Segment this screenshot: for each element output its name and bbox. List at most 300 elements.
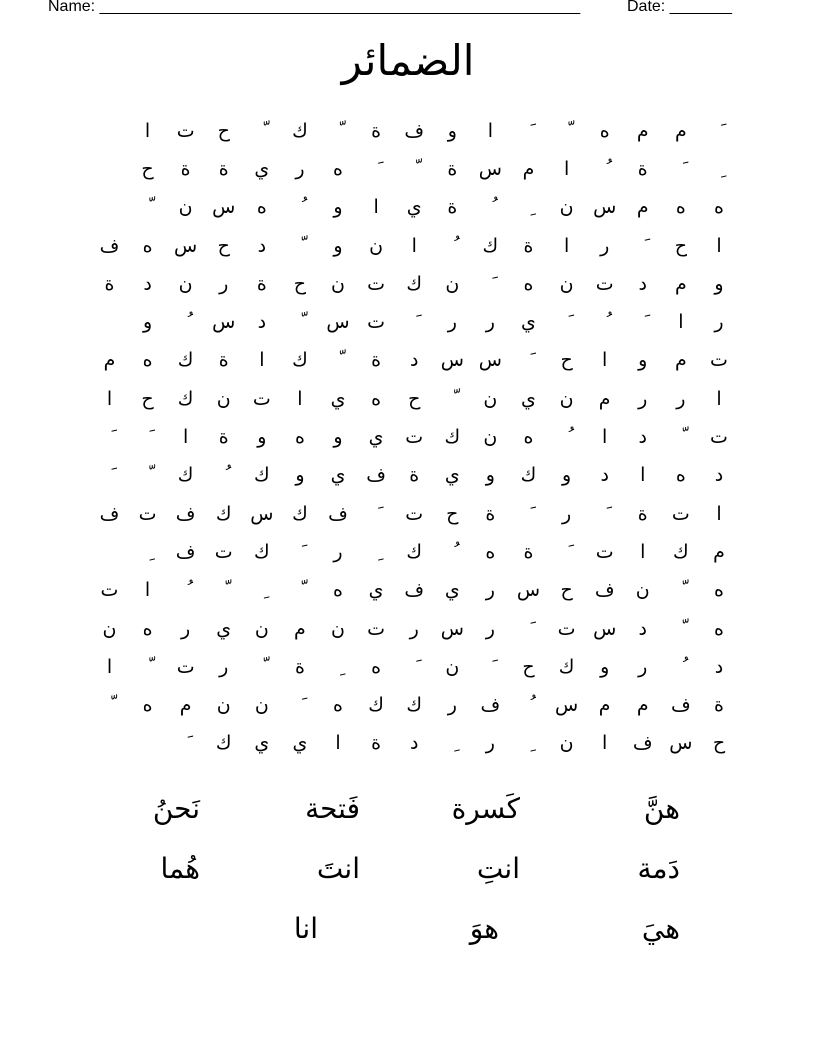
- grid-cell: س: [250, 502, 274, 525]
- grid-cell: س: [478, 157, 502, 180]
- grid-cell: [700, 122, 738, 141]
- grid-cell: [129, 543, 167, 562]
- word-list: [40, 778, 680, 958]
- grid-row: [90, 533, 738, 571]
- grid-cell: [471, 198, 509, 217]
- grid-cell: ي: [521, 311, 536, 334]
- grid-cell: ة: [523, 234, 534, 257]
- grid-cell: ة: [256, 272, 267, 295]
- grid-cell: [509, 620, 547, 639]
- grid-cell: م: [674, 119, 687, 142]
- grid-cell: ة: [218, 426, 229, 449]
- grid-cell: ا: [716, 387, 722, 410]
- grid-cell: [129, 658, 167, 677]
- grid-cell: ا: [144, 119, 151, 142]
- word-list-item: هيَ: [641, 911, 680, 945]
- grid-cell: ح: [674, 234, 687, 257]
- grid-cell: ت: [176, 119, 195, 142]
- grid-row: [90, 227, 738, 265]
- grid-cell: ا: [563, 157, 570, 180]
- grid-cell: ف: [99, 234, 120, 257]
- grid-cell: [357, 543, 395, 562]
- grid-cell: [281, 581, 319, 600]
- grid-cell: م: [674, 349, 687, 372]
- grid-cell: ي: [406, 196, 422, 219]
- grid-cell: ر: [561, 502, 572, 525]
- grid-cell: ة: [371, 119, 382, 142]
- grid-cell: ا: [373, 196, 379, 219]
- grid-cell: ن: [483, 387, 498, 410]
- grid-cell: ن: [559, 387, 574, 410]
- grid-cell: ة: [371, 349, 382, 372]
- grid-cell: [433, 390, 471, 409]
- grid-cell: س: [212, 196, 236, 219]
- grid-cell: ه: [371, 655, 382, 678]
- grid-cell: ة: [294, 655, 305, 678]
- grid-cell: ي: [444, 464, 460, 487]
- grid-cell: ه: [142, 349, 153, 372]
- grid-cell: ا: [144, 579, 151, 602]
- grid-cell: ا: [411, 234, 417, 257]
- grid-cell: س: [478, 349, 502, 372]
- grid-cell: م: [294, 617, 306, 640]
- grid-cell: م: [598, 387, 611, 410]
- grid-cell: ح: [712, 732, 726, 755]
- grid-cell: س: [212, 311, 236, 334]
- grid-cell: ح: [217, 234, 230, 257]
- grid-cell: [433, 543, 471, 562]
- grid-cell: [433, 734, 471, 753]
- word-list-row: [40, 898, 680, 958]
- grid-row: [90, 610, 738, 648]
- grid-cell: [129, 466, 167, 485]
- grid-cell: ة: [447, 196, 458, 219]
- grid-cell: و: [333, 426, 343, 449]
- grid-cell: [281, 696, 319, 715]
- grid-cell: و: [257, 426, 267, 449]
- grid-cell: ك: [406, 272, 423, 295]
- grid-cell: [243, 581, 281, 600]
- grid-cell: ت: [367, 311, 386, 334]
- grid-cell: ك: [520, 464, 537, 487]
- grid-cell: [90, 428, 128, 447]
- name-field-label: Name: ______________________________________________________: [48, 0, 581, 15]
- grid-cell: ح: [217, 119, 230, 142]
- grid-cell: [509, 734, 547, 753]
- grid-cell: ن: [102, 617, 117, 640]
- grid-cell: س: [593, 617, 617, 640]
- grid-cell: ك: [368, 694, 384, 717]
- grid-cell: ا: [602, 349, 608, 372]
- grid-cell: ا: [106, 387, 113, 410]
- grid-cell: ر: [219, 655, 229, 678]
- grid-cell: [395, 658, 433, 677]
- grid-row: [90, 112, 738, 150]
- grid-cell: ي: [444, 579, 460, 602]
- word-list-item: كَسرة: [451, 791, 520, 825]
- grid-cell: ت: [595, 540, 614, 563]
- grid-cell: [319, 658, 357, 677]
- grid-cell: ي: [368, 426, 384, 449]
- grid-cell: ن: [483, 426, 498, 449]
- grid-cell: ة: [637, 157, 648, 180]
- grid-cell: ك: [215, 732, 232, 755]
- grid-cell: ه: [523, 272, 534, 295]
- grid-cell: د: [638, 272, 647, 295]
- grid-cell: ي: [368, 579, 384, 602]
- grid-cell: [624, 237, 662, 256]
- grid-cell: ن: [445, 272, 460, 295]
- grid-cell: [167, 313, 205, 332]
- grid-cell: و: [295, 464, 305, 487]
- grid-cell: [357, 505, 395, 524]
- grid-cell: [205, 466, 243, 485]
- grid-cell: د: [714, 464, 724, 487]
- grid-cell: ه: [256, 196, 267, 219]
- grid-cell: و: [714, 272, 724, 295]
- grid-cell: [281, 198, 319, 217]
- grid-cell: ف: [632, 732, 653, 755]
- grid-cell: [624, 313, 662, 332]
- grid-cell: ك: [177, 464, 194, 487]
- grid-cell: د: [257, 311, 267, 334]
- grid-cell: ر: [295, 157, 305, 180]
- grid-cell: [205, 581, 243, 600]
- grid-row: [90, 150, 738, 188]
- grid-cell: ر: [714, 311, 724, 334]
- grid-cell: ت: [405, 426, 424, 449]
- grid-cell: ة: [104, 272, 115, 295]
- grid-cell: ف: [404, 579, 425, 602]
- grid-cell: ه: [294, 426, 305, 449]
- grid-cell: ت: [671, 502, 690, 525]
- grid-cell: ت: [252, 387, 271, 410]
- grid-cell: ك: [406, 540, 423, 563]
- grid-cell: م: [713, 540, 725, 563]
- grid-cell: ح: [560, 349, 573, 372]
- grid-cell: م: [522, 157, 535, 180]
- grid-cell: ف: [175, 502, 196, 525]
- grid-cell: ه: [523, 426, 534, 449]
- grid-cell: ك: [177, 387, 194, 410]
- page-title: الضمائر: [341, 36, 475, 85]
- grid-cell: ت: [710, 349, 728, 372]
- grid-cell: د: [714, 655, 724, 678]
- grid-cell: ت: [214, 540, 233, 563]
- grid-cell: ي: [254, 157, 270, 180]
- grid-cell: د: [638, 426, 647, 449]
- grid-cell: ه: [142, 694, 153, 717]
- grid-row: [90, 342, 738, 380]
- grid-cell: و: [333, 196, 343, 219]
- word-list-item: انتَ: [316, 851, 360, 885]
- grid-cell: ك: [292, 502, 308, 525]
- grid-cell: ت: [100, 579, 119, 602]
- grid-cell: ح: [560, 579, 573, 602]
- grid-row: [90, 457, 738, 495]
- grid-cell: ك: [177, 349, 194, 372]
- date-field-label: Date: _______: [627, 0, 732, 15]
- grid-cell: ا: [487, 119, 494, 142]
- word-list-item: نَحنُ: [152, 791, 200, 825]
- grid-cell: ه: [713, 617, 724, 640]
- grid-cell: [548, 543, 586, 562]
- grid-cell: [281, 237, 319, 256]
- grid-cell: ر: [181, 617, 191, 640]
- grid-cell: د: [257, 234, 267, 257]
- grid-cell: ن: [254, 617, 269, 640]
- grid-cell: ا: [259, 349, 265, 372]
- grid-cell: ة: [218, 349, 229, 372]
- grid-cell: ح: [408, 387, 421, 410]
- grid-cell: ر: [447, 311, 457, 334]
- grid-cell: و: [447, 119, 457, 142]
- grid-cell: [129, 428, 167, 447]
- grid-cell: و: [561, 464, 572, 487]
- grid-cell: س: [516, 579, 541, 602]
- grid-cell: ح: [446, 502, 459, 525]
- grid-cell: ه: [333, 579, 343, 602]
- grid-cell: ر: [485, 732, 495, 755]
- grid-cell: [586, 160, 624, 179]
- grid-cell: ر: [676, 387, 686, 410]
- grid-cell: [548, 122, 586, 141]
- grid-cell: [433, 237, 471, 256]
- grid-cell: [471, 275, 509, 294]
- grid-cell: ة: [447, 157, 458, 180]
- grid-cell: ك: [253, 540, 270, 563]
- word-list-item: فَتحة: [305, 791, 360, 825]
- grid-cell: ح: [522, 655, 535, 678]
- grid-cell: ه: [485, 540, 496, 563]
- grid-cell: ف: [671, 694, 691, 717]
- grid-cell: [129, 198, 167, 217]
- grid-cell: م: [636, 196, 649, 219]
- grid-cell: س: [326, 311, 350, 334]
- grid-cell: س: [669, 732, 693, 755]
- grid-cell: ه: [599, 119, 610, 142]
- grid-cell: [548, 313, 586, 332]
- grid-cell: [586, 505, 624, 524]
- grid-cell: د: [409, 349, 419, 372]
- grid-row: [90, 495, 738, 533]
- grid-cell: [509, 696, 547, 715]
- grid-cell: ن: [331, 272, 345, 295]
- grid-cell: ه: [713, 196, 724, 219]
- grid-cell: ي: [292, 732, 308, 755]
- grid-cell: ك: [558, 655, 575, 678]
- grid-cell: و: [142, 311, 153, 334]
- grid-cell: ة: [218, 157, 229, 180]
- grid-cell: ه: [333, 694, 343, 717]
- grid-cell: ا: [716, 234, 722, 257]
- grid-cell: ا: [678, 311, 684, 334]
- grid-cell: س: [440, 617, 464, 640]
- grid-cell: [586, 313, 624, 332]
- grid-cell: ا: [602, 732, 608, 755]
- grid-cell: ة: [637, 502, 648, 525]
- grid-cell: ا: [640, 464, 646, 487]
- grid-cell: د: [409, 732, 419, 755]
- grid-row: [90, 725, 738, 763]
- grid-cell: ة: [371, 732, 382, 755]
- grid-cell: ت: [367, 272, 386, 295]
- grid-cell: ك: [253, 464, 270, 487]
- grid-cell: ت: [595, 272, 614, 295]
- grid-cell: ت: [405, 502, 424, 525]
- grid-cell: ن: [559, 272, 574, 295]
- grid-cell: م: [179, 694, 192, 717]
- grid-cell: ة: [409, 464, 420, 487]
- grid-cell: [509, 122, 547, 141]
- grid-cell: ح: [141, 157, 154, 180]
- grid-cell: ه: [713, 579, 724, 602]
- grid-cell: و: [638, 349, 648, 372]
- word-search-grid: [90, 112, 738, 763]
- grid-cell: [243, 658, 281, 677]
- grid-cell: ف: [594, 579, 615, 602]
- grid-cell: ر: [485, 617, 495, 640]
- grid-cell: ا: [183, 426, 189, 449]
- grid-cell: ر: [485, 579, 495, 602]
- grid-cell: ن: [178, 272, 193, 295]
- grid-cell: ت: [557, 617, 576, 640]
- grid-cell: ر: [638, 387, 648, 410]
- grid-cell: ه: [675, 464, 686, 487]
- grid-cell: [700, 160, 738, 179]
- grid-cell: ف: [175, 540, 196, 563]
- grid-cell: ن: [331, 617, 345, 640]
- grid-cell: [167, 581, 205, 600]
- grid-cell: ي: [216, 617, 232, 640]
- grid-cell: ك: [215, 502, 232, 525]
- grid-cell: ا: [563, 234, 570, 257]
- grid-cell: ا: [716, 502, 722, 525]
- grid-cell: ف: [99, 502, 120, 525]
- grid-cell: ك: [292, 349, 308, 372]
- grid-cell: ف: [366, 464, 386, 487]
- grid-cell: ك: [444, 426, 461, 449]
- grid-cell: ي: [521, 387, 536, 410]
- grid-cell: ن: [445, 655, 460, 678]
- grid-cell: ن: [559, 732, 574, 755]
- grid-cell: [548, 428, 586, 447]
- grid-cell: ت: [710, 426, 728, 449]
- grid-cell: [662, 658, 700, 677]
- grid-cell: [509, 351, 547, 370]
- grid-cell: و: [600, 655, 610, 678]
- grid-cell: ن: [559, 196, 574, 219]
- grid-cell: س: [554, 694, 579, 717]
- grid-cell: ف: [480, 694, 501, 717]
- grid-cell: ح: [293, 272, 307, 295]
- grid-row: [90, 686, 738, 724]
- grid-row: [90, 380, 738, 418]
- grid-cell: م: [636, 119, 649, 142]
- grid-cell: [471, 658, 509, 677]
- grid-row: [90, 572, 738, 610]
- grid-cell: [243, 122, 281, 141]
- grid-cell: ي: [330, 387, 346, 410]
- grid-cell: [395, 313, 433, 332]
- grid-cell: ت: [176, 655, 195, 678]
- grid-cell: ك: [292, 119, 308, 142]
- grid-cell: ا: [640, 540, 646, 563]
- grid-cell: ر: [409, 617, 419, 640]
- grid-cell: ن: [178, 196, 193, 219]
- grid-cell: [281, 313, 319, 332]
- grid-row: [90, 418, 738, 456]
- grid-cell: م: [636, 694, 649, 717]
- grid-cell: [90, 696, 128, 715]
- grid-cell: م: [103, 349, 116, 372]
- grid-cell: ه: [142, 234, 153, 257]
- grid-cell: [90, 466, 128, 485]
- grid-cell: ك: [673, 540, 689, 563]
- grid-row: [90, 189, 738, 227]
- grid-cell: ت: [138, 502, 157, 525]
- grid-cell: ة: [485, 502, 496, 525]
- word-list-item: انتِ: [476, 851, 520, 885]
- grid-cell: [662, 581, 700, 600]
- grid-cell: ر: [485, 311, 495, 334]
- grid-cell: م: [598, 694, 611, 717]
- grid-cell: ة: [523, 540, 534, 563]
- grid-cell: ن: [216, 694, 231, 717]
- grid-cell: [319, 351, 357, 370]
- grid-cell: ا: [335, 732, 341, 755]
- grid-cell: ه: [371, 387, 382, 410]
- word-list-row: [40, 838, 680, 898]
- grid-cell: [167, 734, 205, 753]
- grid-cell: [281, 543, 319, 562]
- grid-cell: ف: [328, 502, 348, 525]
- grid-cell: س: [593, 196, 617, 219]
- grid-cell: ي: [254, 732, 270, 755]
- grid-cell: [357, 160, 395, 179]
- grid-cell: ا: [106, 655, 113, 678]
- grid-cell: ن: [216, 387, 231, 410]
- word-list-row: [40, 778, 680, 838]
- grid-cell: ة: [713, 694, 724, 717]
- grid-cell: ن: [369, 234, 384, 257]
- word-list-item: دَمة: [637, 851, 680, 885]
- grid-cell: ر: [638, 655, 648, 678]
- grid-cell: و: [485, 464, 495, 487]
- grid-row: [90, 265, 738, 303]
- grid-cell: م: [674, 272, 687, 295]
- grid-cell: ي: [330, 464, 346, 487]
- grid-row: [90, 303, 738, 341]
- grid-cell: ك: [482, 234, 499, 257]
- grid-cell: [509, 198, 547, 217]
- word-list-item: انا: [293, 911, 318, 945]
- grid-cell: [509, 505, 547, 524]
- grid-cell: [662, 428, 700, 447]
- grid-row: [90, 648, 738, 686]
- grid-cell: ا: [602, 426, 608, 449]
- grid-cell: ر: [219, 272, 229, 295]
- grid-cell: [662, 620, 700, 639]
- grid-cell: س: [440, 349, 464, 372]
- grid-cell: ح: [141, 387, 154, 410]
- grid-cell: ه: [333, 157, 343, 180]
- grid-cell: ة: [180, 157, 191, 180]
- grid-cell: [395, 160, 433, 179]
- grid-cell: ت: [367, 617, 386, 640]
- grid-cell: ن: [635, 579, 650, 602]
- grid-cell: د: [143, 272, 152, 295]
